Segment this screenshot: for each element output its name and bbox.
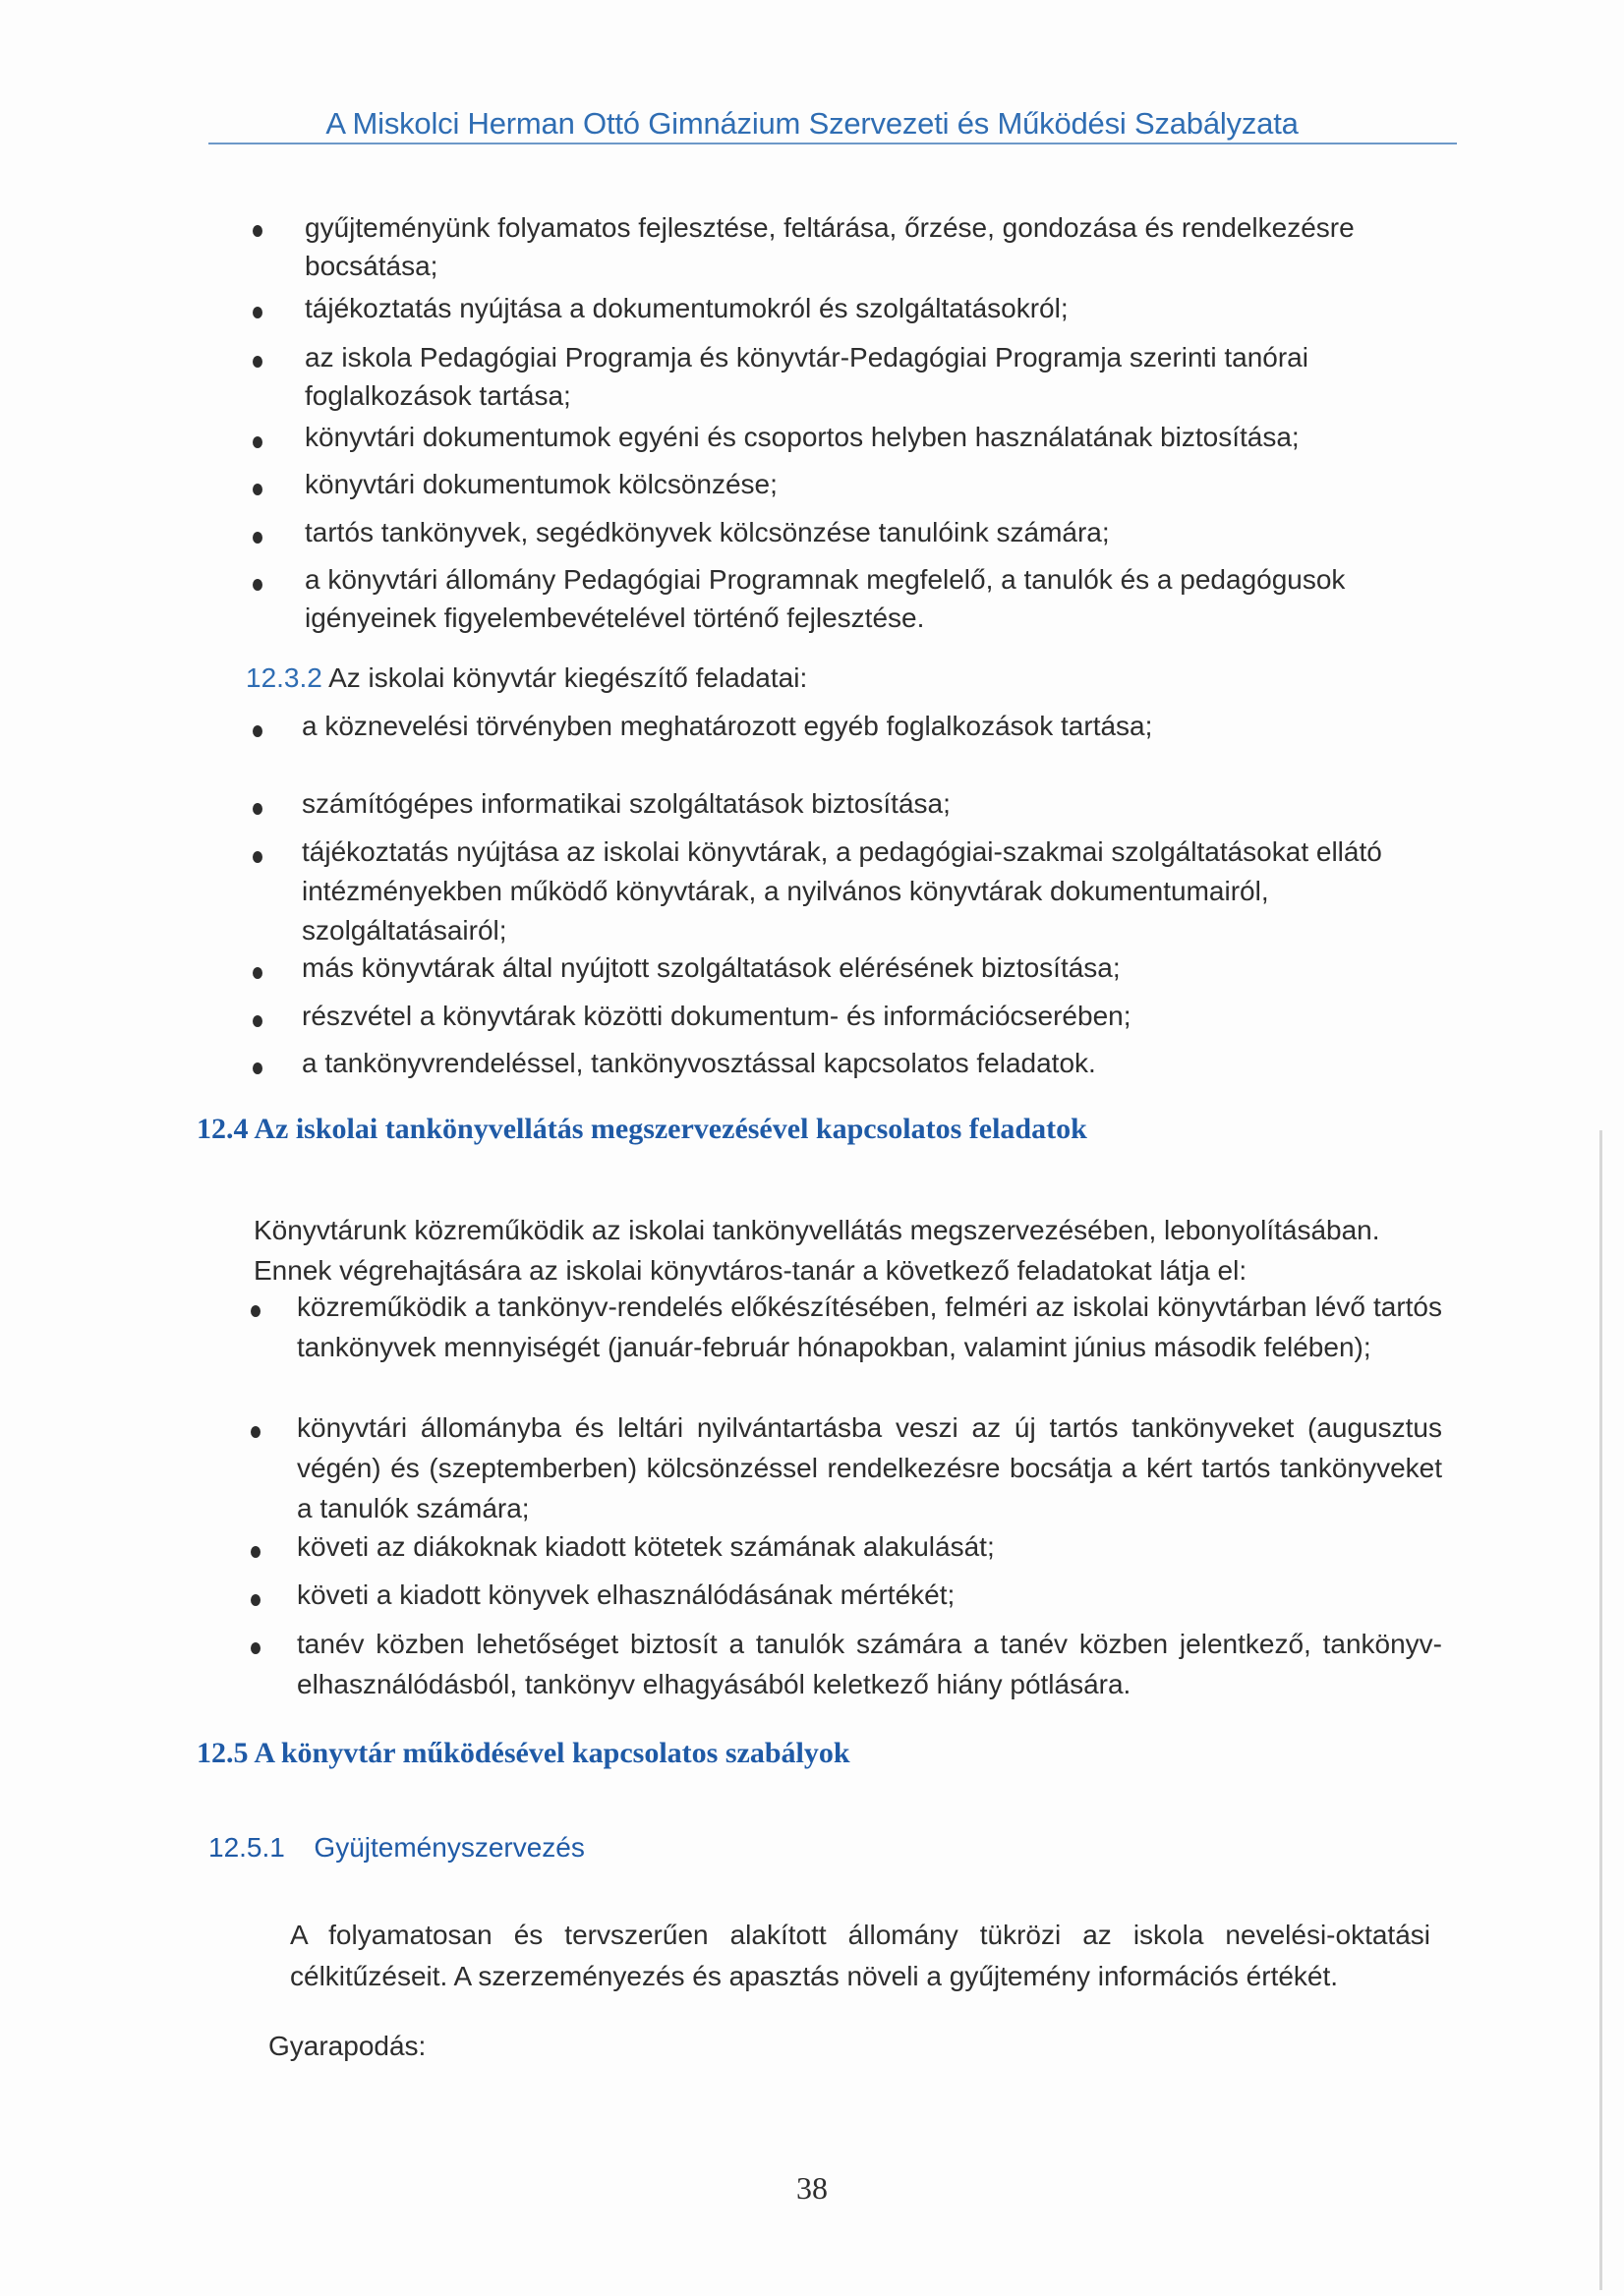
list-item: könyvtári dokumentumok egyéni és csoportos helyben használatának biztosítása;	[305, 422, 1300, 452]
list-item: az iskola Pedagógiai Programja és könyvtár-Pedagógiai Programja szerinti tanórai foglalkozások tartása;	[305, 342, 1308, 411]
intro-line: Ennek végrehajtására az iskolai könyvtáros-tanár a következő feladatokat látja el:	[254, 1255, 1247, 1286]
subsection-heading	[246, 659, 1425, 697]
bullet-icon	[253, 967, 262, 979]
list-item: a köznevelési törvényben meghatározott egyéb foglalkozások tartása;	[302, 711, 1153, 741]
page-number: 38	[796, 2170, 828, 2206]
list-item: tájékoztatás nyújtása az iskolai könyvtárak, a pedagógiai-szakmai szolgáltatásokat ellátó intézményekben működő könyvtárak, a nyilvános könyvtárak dokumentumairól, szolgáltatásairól;	[302, 836, 1382, 946]
list-item: tájékoztatás nyújtása a dokumentumokról és szolgáltatásokról;	[305, 293, 1069, 323]
bullet-icon	[253, 225, 262, 237]
bullet-icon	[251, 1426, 261, 1438]
bullet-icon	[253, 725, 262, 737]
bullet-icon	[253, 436, 262, 448]
list-item: számítógépes informatikai szolgáltatások biztosítása;	[302, 788, 951, 819]
running-header-title: A Miskolci Herman Ottó Gimnázium Szervezeti és Működési Szabályzata	[325, 106, 1299, 141]
list-item: tanév közben lehetőséget biztosít a tanulók számára a tanév közben jelentkező, tankönyv-elhasználódásból, tankönyv elhagyásából keletkező hiány pótlására.	[297, 1629, 1442, 1699]
list-item: követi a kiadott könyvek elhasználódásának mértékét;	[297, 1579, 956, 1610]
bullet-icon	[253, 803, 262, 815]
list-item: könyvtári dokumentumok kölcsönzése;	[305, 469, 778, 499]
list-item: tartós tankönyvek, segédkönyvek kölcsönzése tanulóink számára;	[305, 517, 1110, 547]
list-item: részvétel a könyvtárak közötti dokumentum- és információcserében;	[302, 1001, 1131, 1031]
bullet-icon	[253, 532, 262, 544]
bullet-icon	[253, 1015, 262, 1027]
list-item: könyvtári állományba és leltári nyilvántartásba veszi az új tartós tankönyveket (augusztus végén) és (szeptemberben) kölcsönzéssel rendelkezésre bocsátja a kért tartós tankönyveket a tanulók számára;	[297, 1412, 1442, 1523]
bullet-icon	[253, 356, 262, 368]
header-divider	[208, 143, 1457, 144]
scan-edge-line	[1599, 1130, 1602, 2290]
paragraph: A folyamatosan és tervszerűen alakított állomány tükrözi az iskola nevelési-oktatási célkitűzéseit. A szerzeményezés és apasztás növeli a gyűjtemény információs értékét.	[290, 1920, 1430, 1991]
section-heading: 12.4 Az iskolai tankönyvellátás megszervezésével kapcsolatos feladatok	[197, 1113, 1087, 1145]
list-item: közreműködik a tankönyv-rendelés előkészítésében, felméri az iskolai könyvtárban lévő tartós tankönyvek mennyiségét (január-február hónapokban, valamint június második felében);	[297, 1292, 1442, 1362]
bullet-icon	[253, 1062, 262, 1074]
bullet-icon	[251, 1642, 261, 1654]
list-item: a könyvtári állomány Pedagógiai Programnak megfelelő, a tanulók és a pedagógusok igényeinek figyelembevételével történő fejlesztése.	[305, 564, 1346, 633]
bullet-icon	[253, 484, 262, 495]
bullet-icon	[253, 851, 262, 863]
list-item: gyűjteményünk folyamatos fejlesztése, feltárása, őrzése, gondozása és rendelkezésre bocsátása;	[305, 212, 1355, 281]
bullet-icon	[251, 1546, 261, 1558]
subsection-title: Gyüjteményszervezés	[314, 1832, 585, 1863]
bullet-icon	[253, 579, 262, 591]
list-item: követi az diákoknak kiadott kötetek számának alakulását;	[297, 1531, 995, 1562]
label-gyarapodas: Gyarapodás:	[268, 2031, 427, 2061]
subsection-number: 12.5.1	[208, 1832, 285, 1863]
subsection-number: 12.3.2	[246, 662, 322, 693]
subsection-title: Az iskolai könyvtár kiegészítő feladatai:	[328, 662, 808, 693]
bullet-icon	[251, 1594, 261, 1606]
section-heading-12-5: 12.5 A könyvtár működésével kapcsolatos szabályok	[197, 1737, 850, 1769]
list-item: a tankönyvrendeléssel, tankönyvosztással kapcsolatos feladatok.	[302, 1048, 1096, 1078]
subsection-heading	[208, 1832, 585, 1864]
bullet-icon	[251, 1305, 261, 1317]
bullet-icon	[253, 307, 262, 318]
intro-line: Könyvtárunk közreműködik az iskolai tankönyvellátás megszervezésében, lebonyolításában.	[254, 1215, 1380, 1245]
list-item: más könyvtárak által nyújtott szolgáltatások elérésének biztosítása;	[302, 952, 1121, 983]
